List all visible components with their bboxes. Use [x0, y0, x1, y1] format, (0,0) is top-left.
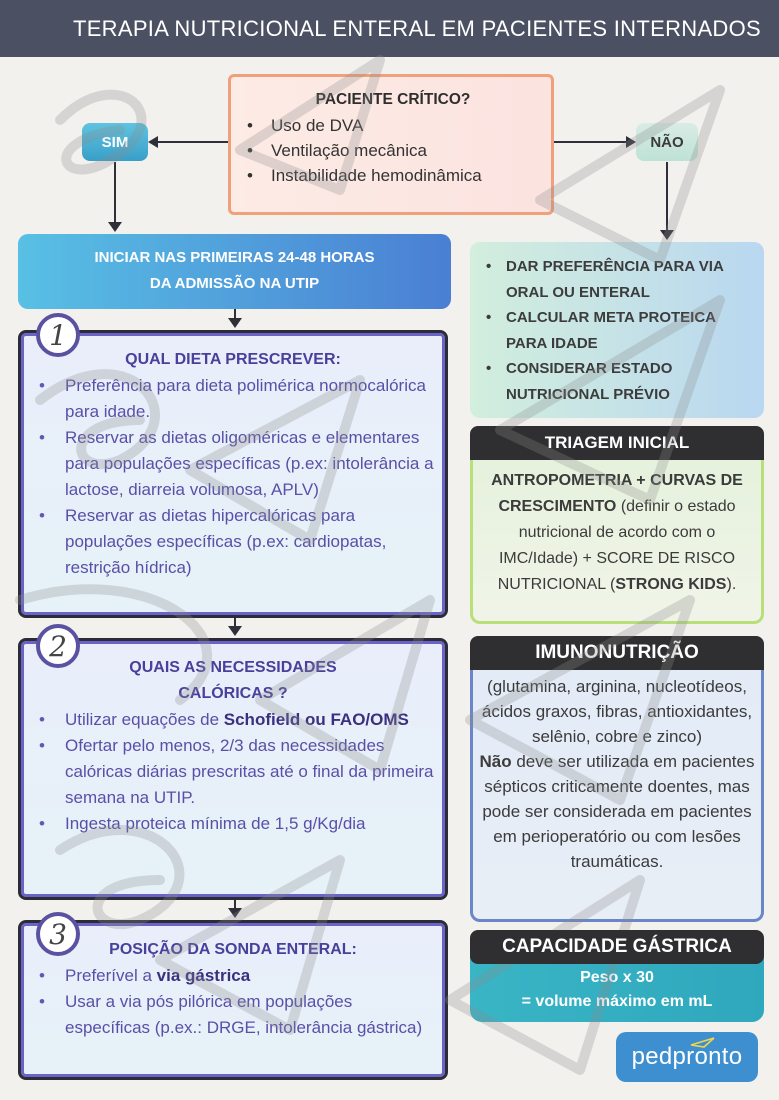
list-item: [21, 963, 445, 989]
non-critical-list: [480, 254, 752, 407]
paper-plane-icon: [690, 1036, 716, 1048]
watermark-plane: [540, 90, 720, 260]
connector-line: [114, 162, 116, 224]
pedpronto-logo: [616, 1032, 758, 1082]
gastric-capacity-formula: Peso x 30: [580, 969, 654, 986]
step-2-title-line-2: CALÓRICAS ?: [178, 685, 288, 702]
start-line-2: DA ADMISSÃO NA UTIP: [149, 275, 320, 292]
arrow-left-icon: [148, 136, 158, 148]
step-1-diet-box: [18, 330, 448, 618]
logo-text: pedpronto: [631, 1043, 743, 1070]
step-2-calories-box: [18, 638, 448, 900]
step-3-list: [21, 963, 445, 1041]
immunonutrition-body: [470, 670, 764, 922]
arrow-down-icon: [108, 222, 122, 232]
step-2-title-line-1: QUAIS AS NECESSIDADES: [129, 659, 337, 676]
screening-text-1: (definir o estado nutricional de acordo com o IMC/Idade) + SCORE DE RISCO NUTRICIONAL (: [497, 498, 736, 593]
page-title: TERAPIA NUTRICIONAL ENTERAL EM PACIENTES INTERNADOS: [72, 15, 761, 41]
step-3-number: 3: [36, 912, 80, 956]
initial-screening-title: TRIAGEM INICIAL: [470, 426, 764, 460]
list-item: • DAR PREFERÊNCIA PARA VIA ORAL OU ENTERAL: [480, 254, 752, 305]
connector-line: [150, 141, 228, 143]
page-title-bar: [0, 0, 779, 57]
immunonutrition-title: IMUNONUTRIÇÃO: [470, 636, 764, 670]
arrow-down-icon: [228, 626, 242, 636]
list-item: [21, 707, 445, 733]
list-item: • Preferência para dieta polimérica normocalórica para idade.: [21, 373, 445, 425]
list-item: • Reservar as dietas hipercalóricas para populações específicas (p.ex: cardiopatas, restrição hídrica): [21, 503, 445, 581]
immunonutrition-warning-bold: Não: [479, 752, 512, 771]
screening-bold-1: ANTROPOMETRIA + CURVAS DE CRESCIMENTO: [491, 472, 743, 515]
start-timing-box: [18, 234, 451, 309]
arrow-down-icon: [228, 908, 242, 918]
arrow-down-icon: [228, 318, 242, 328]
list-item: • Ventilação mecânica: [245, 138, 541, 163]
step-1-title: QUAL DIETA PRESCREVER:: [125, 351, 341, 368]
step-2-item-1-bold: Schofield ou FAO/OMS: [223, 710, 409, 729]
arrow-down-icon: [660, 230, 674, 240]
list-item: • Ingesta proteica mínima de 1,5 g/Kg/dia: [21, 811, 445, 837]
connector-line: [666, 162, 668, 232]
screening-bold-2: STRONG KIDS: [615, 576, 727, 593]
critical-criteria-list: [245, 113, 541, 188]
step-2-list: [21, 707, 445, 837]
step-3-title: POSIÇÃO DA SONDA ENTERAL:: [109, 941, 357, 958]
gastric-capacity-panel: [470, 930, 764, 1022]
step-3-tube-box: [18, 920, 448, 1080]
immunonutrition-warning-text: deve ser utilizada em pacientes sépticos criticamente doentes, mas pode ser considerada em pacientes em perioperatório ou com lesões traumáticas.: [482, 752, 755, 871]
immunonutrition-warning: [479, 749, 755, 874]
list-item: • Ofertar pelo menos, 2/3 das necessidades calóricas diárias prescritas até o final da primeira semana na UTIP.: [21, 733, 445, 811]
connector-line: [554, 141, 628, 143]
step-1-number: 1: [36, 313, 80, 357]
initial-screening-panel: [470, 426, 764, 624]
critical-patient-title: PACIENTE CRÍTICO?: [315, 91, 471, 108]
gastric-capacity-result: = volume máximo em mL: [521, 993, 713, 1010]
yes-badge: SIM: [82, 123, 148, 161]
step-1-list: [21, 373, 445, 581]
list-item: • Instabilidade hemodinâmica: [245, 163, 541, 188]
list-item: • Reservar as dietas oligoméricas e elementares para populações específicas (p.ex: intolerância a lactose, diarreia volumosa, APLV): [21, 425, 445, 503]
screening-text-2: ).: [726, 576, 737, 593]
list-item: • CALCULAR META PROTEICA PARA IDADE: [480, 305, 752, 356]
immunonutrition-panel: [470, 636, 764, 922]
initial-screening-body: [470, 460, 764, 624]
critical-patient-box: [228, 74, 554, 215]
arrow-right-icon: [626, 136, 636, 148]
list-item: • Uso de DVA: [245, 113, 541, 138]
list-item: • CONSIDERAR ESTADO NUTRICIONAL PRÉVIO: [480, 356, 752, 407]
step-3-item-1-bold: via gástrica: [156, 966, 251, 985]
step-2-number: 2: [36, 624, 80, 668]
no-badge: NÃO: [636, 123, 698, 161]
list-item: • Usar a via pós pilórica em populações específicas (p.ex.: DRGE, intolerância gástrica): [21, 989, 445, 1041]
start-line-1: INICIAR NAS PRIMEIRAS 24-48 HORAS: [94, 249, 375, 266]
immunonutrition-list: (glutamina, arginina, nucleotídeos, ácidos graxos, fibras, antioxidantes, selênio, cobre e zinco): [481, 677, 753, 746]
step-2-item-1-text: Utilizar equações de: [65, 710, 224, 729]
non-critical-box: [470, 242, 764, 418]
gastric-capacity-title: CAPACIDADE GÁSTRICA: [470, 930, 764, 964]
step-3-item-1-text: Preferível a: [65, 966, 157, 985]
gastric-capacity-body: [470, 956, 764, 1022]
